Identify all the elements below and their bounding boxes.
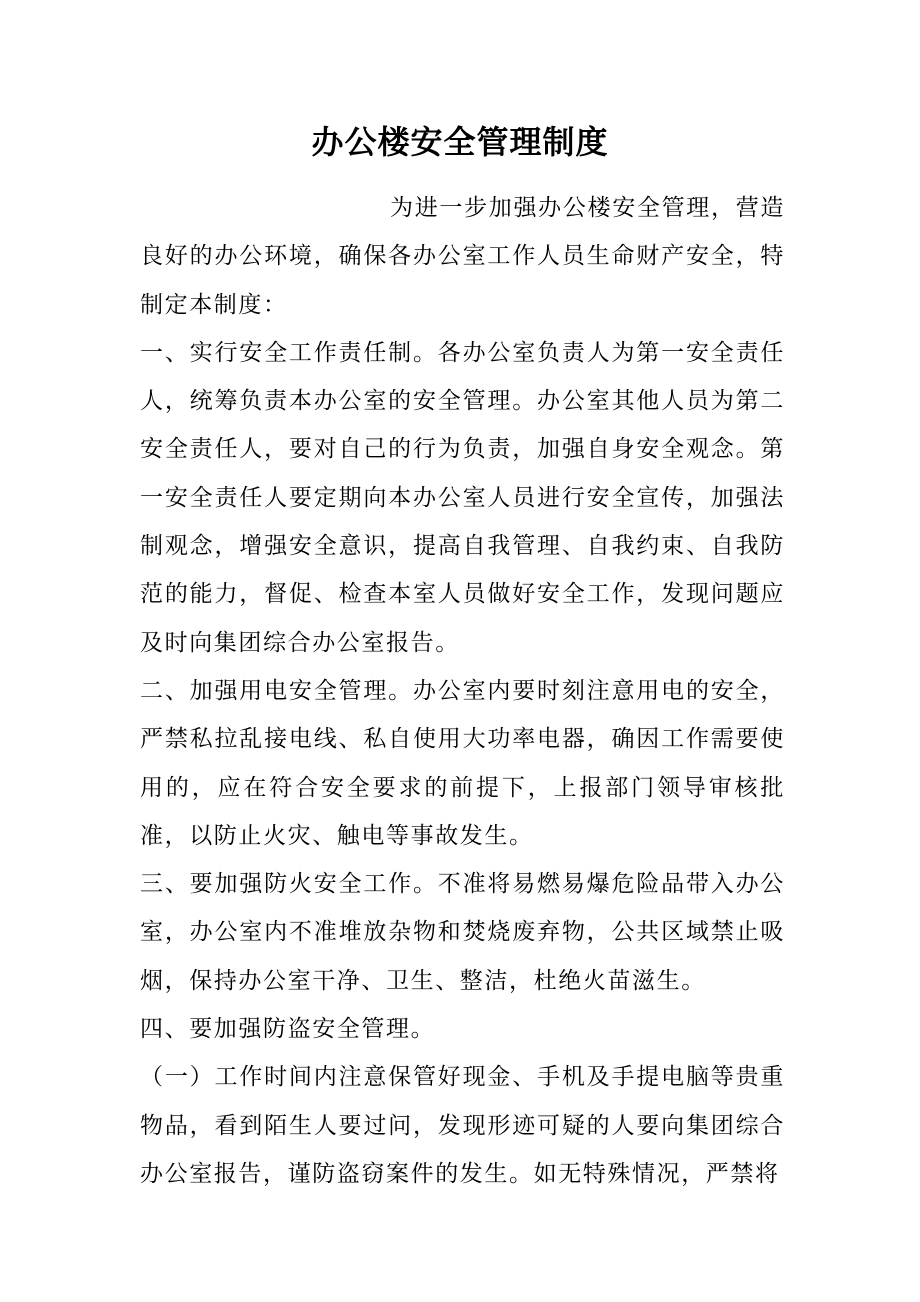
document-title: 办公楼安全管理制度 [311,123,609,161]
section-3-paragraph: 三、要加强防火安全工作。不准将易燃易爆危险品带入办公室，办公室内不准堆放杂物和焚烧废弃物，公共区域禁止吸烟，保持办公室干净、卫生、整洁，杜绝火苗滋生。 [140,871,785,994]
section-4-heading: 四、要加强防盗安全管理。 [140,1016,436,1043]
section-1-paragraph: 一、实行安全工作责任制。各办公室负责人为第一安全责任人，统筹负责本办公室的安全管理。办公室其他人员为第二安全责任人，要对自己的行为负责，加强自身安全观念。第一安全责任人要定期向本办公室人员进行安全宣传，加强法制观念，增强安全意识，提高自我管理、自我约束、自我防范的能力，督促、检查本室人员做好安全工作，发现问题应及时向集团综合办公室报告。 [140,339,785,656]
section-2-paragraph: 二、加强用电安全管理。办公室内要时刻注意用电的安全，严禁私拉乱接电线、私自使用大功率电器，确因工作需要使用的，应在符合安全要求的前提下，上报部门领导审核批准，以防止火灾、触电等事故发生。 [140,677,785,849]
document-body [140,184,785,1198]
intro-paragraph: 为进一步加强办公楼安全管理，营造良好的办公环境，确保各办公室工作人员生命财产安全，特制定本制度： [140,195,785,318]
section-4-item-1-paragraph: （一）工作时间内注意保管好现金、手机及手提电脑等贵重物品，看到陌生人要过问，发现形迹可疑的人要向集团综合办公室报告，谨防盗窃案件的发生。如无特殊情况，严禁将 [140,1064,785,1187]
